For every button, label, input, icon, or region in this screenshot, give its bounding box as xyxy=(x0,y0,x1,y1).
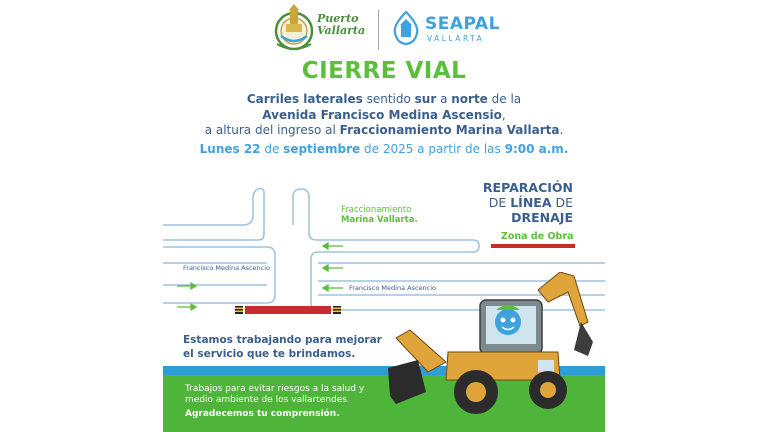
road-line xyxy=(163,189,264,241)
puerto-vallarta-wordmark: Puerto Vallarta xyxy=(317,12,366,37)
mascot-icon xyxy=(495,309,521,335)
seapal-subtitle: VALLARTA xyxy=(427,34,485,43)
road-line xyxy=(267,247,275,303)
road-closure-poster xyxy=(163,0,605,432)
backhoe-illustration xyxy=(388,272,605,432)
road-line xyxy=(311,252,318,310)
work-zone-label: Zona de Obra xyxy=(501,231,574,242)
fraccionamiento-label: Fraccionamiento Marina Vallarta. xyxy=(341,205,418,225)
logos-header xyxy=(163,2,605,52)
closure-date: Lunes 22 de septiembre de 2025 a partir de las 9:00 a.m. xyxy=(199,142,569,156)
closure-description: Carriles laterales sentido sur a norte de la Avenida Francisco Medina Ascensio, a altura del ingreso al Fraccionamiento Marina Vallarta. xyxy=(204,92,564,137)
thanks-text: Agradecemos tu comprensión. xyxy=(185,409,340,419)
work-message: Estamos trabajando para mejorar el servicio que te brindamos. xyxy=(183,334,382,360)
seapal-logo xyxy=(391,11,421,45)
logo-divider xyxy=(378,10,379,50)
trabajos-text: Trabajos para evitar riesgos a la salud y medio ambiente de los vallartendes. xyxy=(185,384,365,405)
road-label-right: Francisco Medina Ascencio xyxy=(349,284,437,292)
repair-heading: REPARACIÓN DE LÍNEA DE DRENAJE xyxy=(482,180,573,225)
work-zone-barrier xyxy=(245,306,331,314)
page-title: CIERRE VIAL xyxy=(301,58,467,84)
seapal-name: SEAPAL xyxy=(425,14,500,34)
road-label-left: Francisco Medina Ascencio xyxy=(183,264,271,272)
puerto-vallarta-logo xyxy=(271,4,317,54)
work-zone-legend-bar xyxy=(491,244,575,248)
